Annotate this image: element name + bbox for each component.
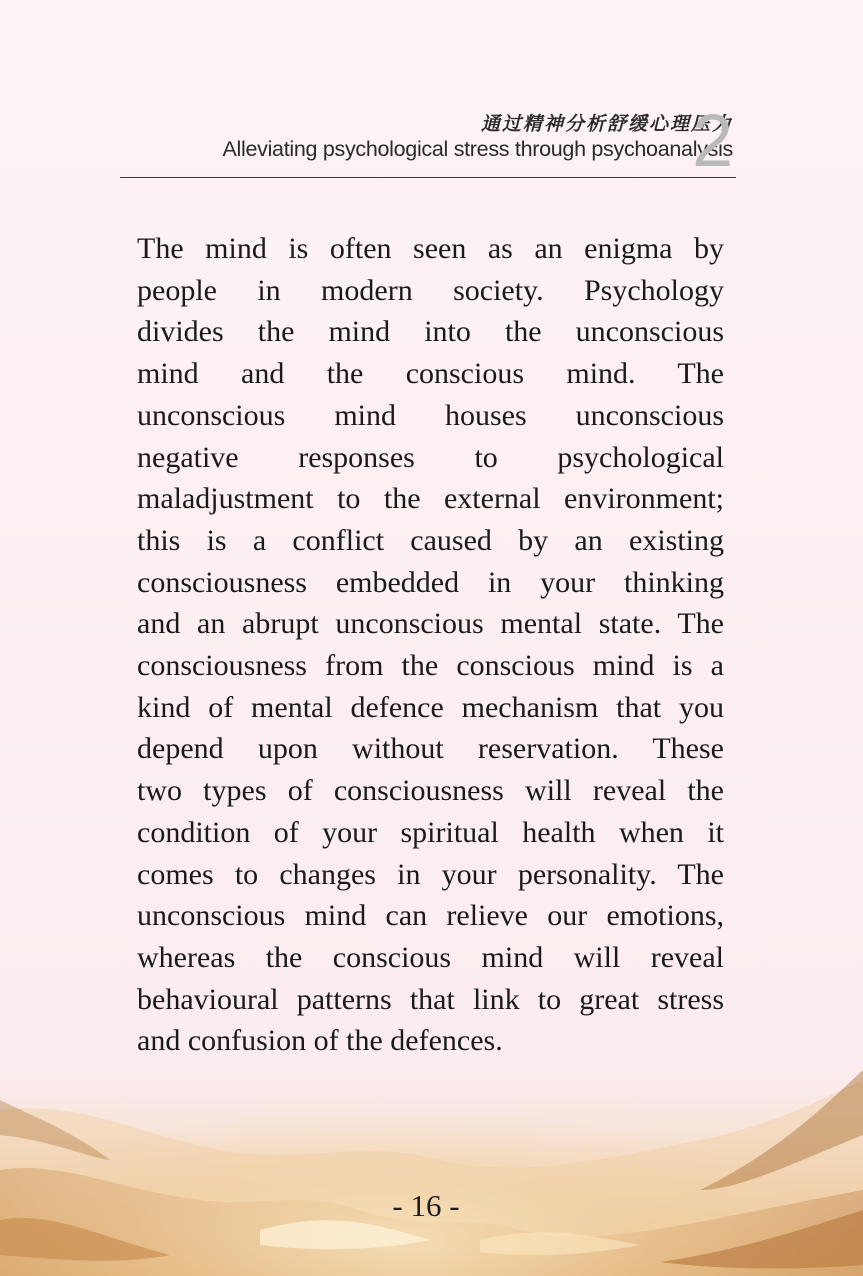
chapter-number: 2	[692, 99, 734, 182]
running-header	[222, 112, 733, 162]
text-line: this is a conflict caused by an existing	[137, 523, 724, 557]
text-line: whereas the conscious mind will reveal	[137, 940, 724, 974]
text-line: divides the mind into the unconscious	[137, 315, 724, 349]
text-line: unconscious mind houses unconscious	[137, 398, 724, 432]
text-line: mind and the conscious mind. The	[137, 357, 724, 391]
chapter-title-english: Alleviating psychological stress through psychoanalysis	[222, 137, 733, 161]
text-line: The mind is often seen as an enigma by	[137, 232, 724, 265]
page-number: - 16 -	[392, 1188, 460, 1223]
text-line: consciousness embedded in your thinking	[137, 565, 724, 599]
chapter-title-chinese: 通过精神分析舒缓心理压力	[480, 113, 733, 135]
body-paragraph	[137, 228, 724, 1062]
text-line: condition of your spiritual health when it	[137, 815, 724, 849]
text-line: kind of mental defence mechanism that you	[137, 690, 724, 724]
text-line: comes to changes in your personality. The	[137, 857, 724, 891]
text-line: consciousness from the conscious mind is a	[137, 649, 724, 683]
cloud-sunset-decoration	[0, 1040, 863, 1276]
header-divider	[120, 177, 736, 178]
text-line: maladjustment to the external environment;	[137, 482, 724, 516]
text-line: and confusion of the defences.	[137, 1024, 503, 1058]
text-line: people in modern society. Psychology	[137, 273, 724, 307]
text-line: depend upon without reservation. These	[137, 732, 724, 766]
text-line: and an abrupt unconscious mental state. The	[137, 607, 724, 641]
text-line: negative responses to psychological	[137, 440, 724, 474]
text-line: behavioural patterns that link to great stress	[137, 982, 724, 1016]
text-line: two types of consciousness will reveal the	[137, 774, 724, 808]
text-line: unconscious mind can relieve our emotions,	[137, 899, 724, 933]
